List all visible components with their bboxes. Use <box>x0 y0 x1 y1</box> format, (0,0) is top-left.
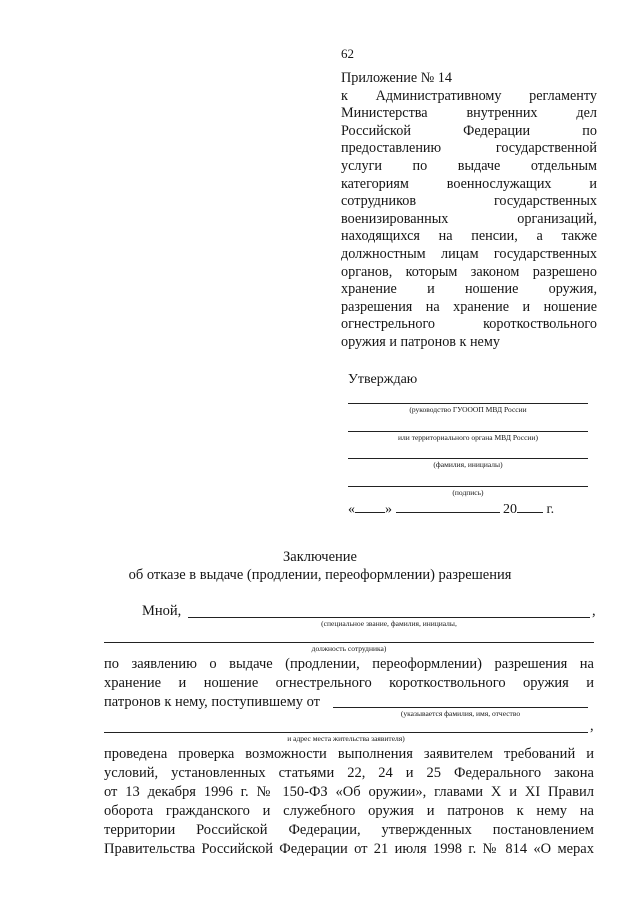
appendix-line: военизированных организаций, <box>341 210 597 227</box>
appendix-header <box>341 70 597 352</box>
address-caption: и адрес места жительства заявителя) <box>287 734 405 743</box>
date-close-quote: » <box>385 502 392 517</box>
date-year-suffix: г. <box>546 502 555 517</box>
date-month-blank <box>396 500 500 513</box>
address-line <box>104 732 588 733</box>
paragraph2-line-4: оборота гражданского и служебного оружия и патронов к нему на <box>104 803 594 819</box>
paragraph2-line-2: условий, установленных статьями 22, 24 и 25 Федерального закона <box>104 765 594 781</box>
approval-date <box>348 500 554 518</box>
document-title: Заключение <box>283 549 357 565</box>
applicant-line <box>333 707 588 708</box>
paragraph2-line-3: от 13 декабря 1996 г. № 150-ФЗ «Об оружии», главами X и XI Правил <box>104 784 594 800</box>
approval-caption-1: (руководство ГУОООП МВД России <box>409 405 527 414</box>
page-number: 62 <box>341 46 354 61</box>
officer-comma: , <box>592 603 596 619</box>
appendix-line: Приложение № 14 <box>341 70 452 86</box>
approval-line-3 <box>348 458 588 459</box>
appendix-line: огнестрельного короткоствольного <box>341 316 597 333</box>
paragraph2-line-6: Правительства Российской Федерации от 21 июля 1998 г. № 814 «О мерах <box>104 841 594 857</box>
approval-caption-4: (подпись) <box>452 488 484 497</box>
date-day-blank <box>355 500 385 513</box>
approval-line-1 <box>348 403 588 404</box>
address-comma: , <box>590 718 594 734</box>
paragraph1-line-2: хранение и ношение огнестрельного короткоствольного оружия и <box>104 675 594 691</box>
position-line <box>104 642 594 643</box>
mnoy-label: Мной, <box>142 603 182 619</box>
appendix-line: находящихся на пенсии, а также <box>341 228 597 245</box>
appendix-line: Министерства внутренних дел <box>341 105 597 122</box>
appendix-line: органов, которым законом разрешено <box>341 263 597 280</box>
appendix-line: предоставлению государственной <box>341 140 597 157</box>
appendix-line: категориям военнослужащих и <box>341 175 597 192</box>
document-subtitle: об отказе в выдаче (продлении, переоформлении) разрешения <box>128 567 512 583</box>
appendix-line: хранение и ношение оружия, <box>341 281 597 298</box>
appendix-line: разрешения на хранение и ношение <box>341 298 597 315</box>
paragraph2-line-5: территории Российской Федерации, утвержденных постановлением <box>104 822 594 838</box>
paragraph2-line-1: проведена проверка возможности выполнения заявителем требований и <box>104 746 594 762</box>
appendix-line: к Административному регламенту <box>341 87 597 104</box>
appendix-line: Российской Федерации по <box>341 122 597 139</box>
appendix-line: оружия и патронов к нему <box>341 333 500 350</box>
appendix-line: сотрудников государственных <box>341 193 597 210</box>
approval-line-2 <box>348 431 588 432</box>
applicant-caption: (указывается фамилия, имя, отчество <box>400 709 521 718</box>
appendix-line: услуги по выдаче отдельным <box>341 157 597 174</box>
approval-caption-3: (фамилия, инициалы) <box>433 460 503 469</box>
date-year-blank <box>517 500 543 513</box>
officer-line <box>188 617 590 618</box>
paragraph1-line-1: по заявлению о выдаче (продлении, переоформлении) разрешения на <box>104 656 594 672</box>
approval-caption-2: или территориального органа МВД России) <box>398 433 538 442</box>
position-caption: должность сотрудника) <box>311 644 387 653</box>
paragraph1-line-3: патронов к нему, поступившему от <box>104 694 321 710</box>
approval-line-4 <box>348 486 588 487</box>
appendix-line: должностным лицам государственных <box>341 245 597 262</box>
approval-title: Утверждаю <box>348 372 418 387</box>
date-open-quote: « <box>348 502 355 517</box>
date-year-prefix: 20 <box>503 502 517 517</box>
officer-caption: (специальное звание, фамилия, инициалы, <box>321 619 457 628</box>
